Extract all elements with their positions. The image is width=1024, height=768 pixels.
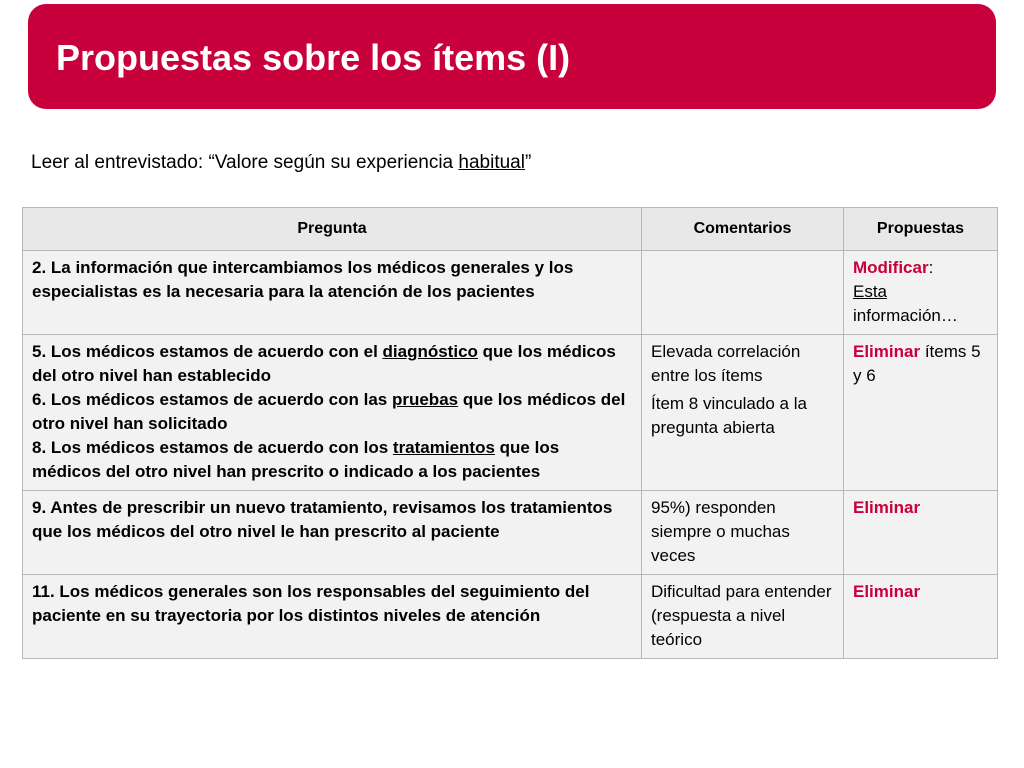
comentarios-cell: Dificultad para entender (respuesta a nivel teórico xyxy=(642,575,844,659)
table-row xyxy=(23,575,998,659)
pregunta-5-text: 5. Los médicos estamos de acuerdo con el xyxy=(32,342,383,361)
pregunta-cell: 9. Antes de prescribir un nuevo tratamiento, revisamos los tratamientos que los médicos del otro nivel le han prescrito al paciente xyxy=(23,491,642,575)
pregunta-cell: 11. Los médicos generales son los responsables del seguimiento del paciente en su trayectoria por los distintos niveles de atención xyxy=(23,575,642,659)
pregunta-5-rest: que los médicos del otro nivel han establecido xyxy=(32,342,616,385)
instruction-text xyxy=(31,152,531,175)
comentarios-cell xyxy=(642,335,844,491)
propuesta-action: Modificar xyxy=(853,258,929,277)
header-propuestas: Propuestas xyxy=(844,208,998,251)
comentarios-cell: 95%) responden siempre o muchas veces xyxy=(642,491,844,575)
propuesta-action: Eliminar xyxy=(853,498,921,517)
propuesta-action: Eliminar xyxy=(853,342,921,361)
page-title: Propuestas sobre los ítems (I) xyxy=(56,37,571,78)
title-banner xyxy=(28,4,996,109)
table-row xyxy=(23,335,998,491)
comentario-1: Elevada correlación entre los ítems xyxy=(651,342,801,385)
table-row xyxy=(23,491,998,575)
instruction-underlined: habitual xyxy=(458,152,525,173)
pregunta-cell xyxy=(23,335,642,491)
pregunta-8 xyxy=(32,438,559,481)
comentarios-cell xyxy=(642,251,844,335)
table-header-row xyxy=(23,208,998,251)
pregunta-6 xyxy=(32,390,625,433)
propuesta-cell xyxy=(844,251,998,335)
propuesta-cell xyxy=(844,335,998,491)
pregunta-8-rest: que los médicos del otro nivel han prescrito o indicado a los pacientes xyxy=(32,438,560,481)
propuesta-cell xyxy=(844,575,998,659)
items-table xyxy=(22,207,998,659)
pregunta-8-keyword: tratamientos xyxy=(392,438,495,457)
pregunta-5-keyword: diagnóstico xyxy=(382,342,478,361)
propuesta-rest: información… xyxy=(853,306,958,325)
header-comentarios: Comentarios xyxy=(642,208,844,251)
pregunta-8-text: 8. Los médicos estamos de acuerdo con los xyxy=(32,438,393,457)
pregunta-cell: 2. La información que intercambiamos los médicos generales y los especialistas es la necesaria para la atención de los pacientes xyxy=(23,251,642,335)
propuesta-colon: : xyxy=(928,258,934,277)
table-row xyxy=(23,251,998,335)
instruction-suffix: ” xyxy=(524,152,532,173)
propuesta-underlined: Esta xyxy=(853,282,888,301)
propuesta-rest: ítems 5 y 6 xyxy=(853,342,981,385)
propuesta-cell xyxy=(844,491,998,575)
propuesta-action: Eliminar xyxy=(853,582,921,601)
pregunta-6-text: 6. Los médicos estamos de acuerdo con las xyxy=(32,390,392,409)
instruction-prefix: Leer al entrevistado: “Valore según su experiencia xyxy=(31,152,459,173)
header-pregunta: Pregunta xyxy=(23,208,642,251)
pregunta-6-rest: que los médicos del otro nivel han solicitado xyxy=(32,390,626,433)
pregunta-5 xyxy=(32,342,616,385)
comentario-2: Ítem 8 vinculado a la pregunta abierta xyxy=(651,394,807,437)
pregunta-6-keyword: pruebas xyxy=(391,390,459,409)
